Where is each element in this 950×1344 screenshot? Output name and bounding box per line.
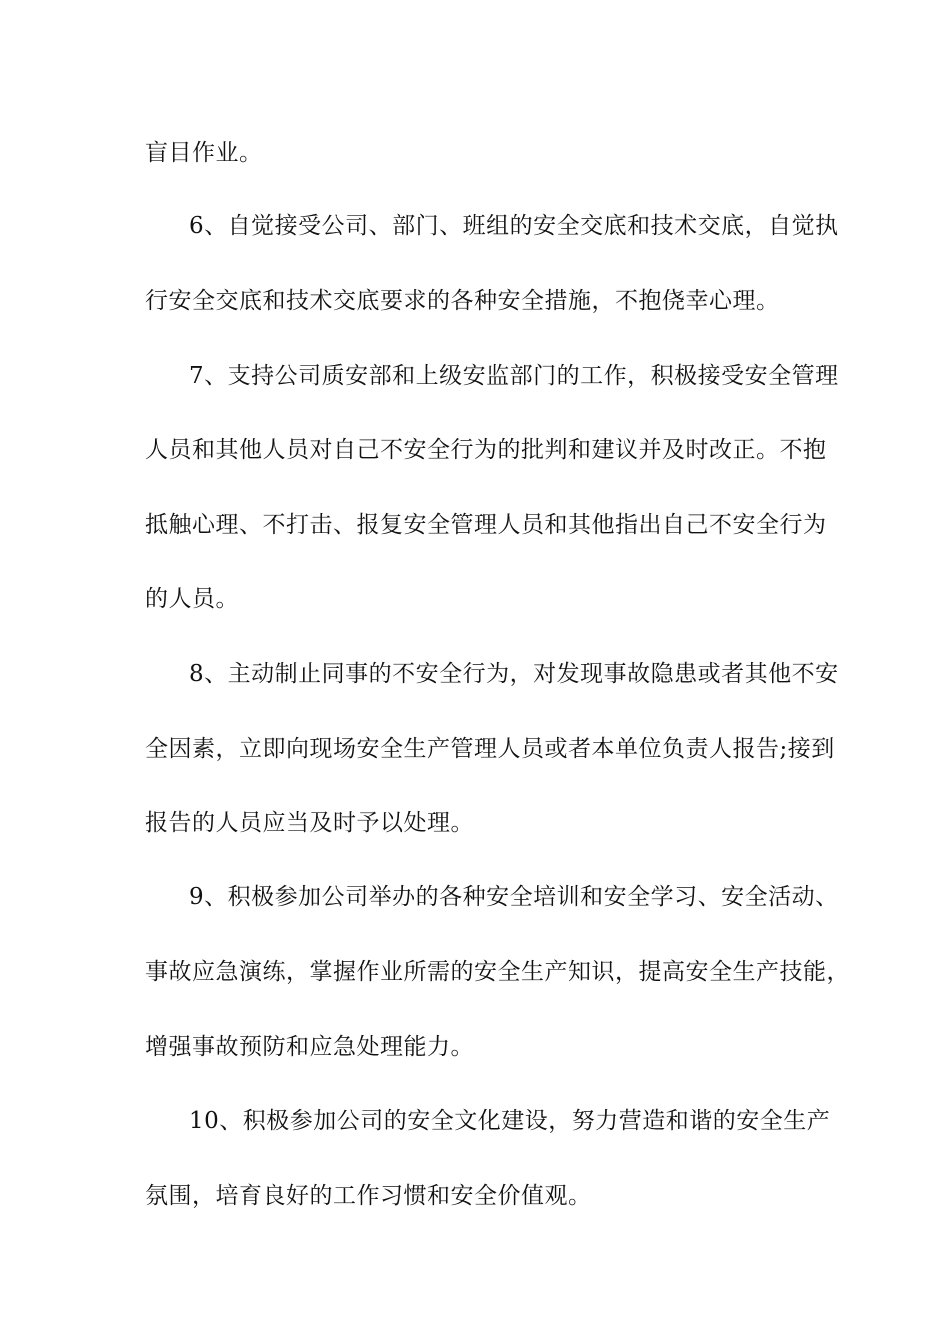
text-line: 6、自觉接受公司、部门、班组的安全交底和技术交底，自觉执 [189, 213, 839, 239]
text-line: 抵触心理、不打击、报复安全管理人员和其他指出自己不安全行为 [145, 512, 827, 538]
text-line: 全因素，立即向现场安全生产管理人员或者本单位负责人报告;接到 [145, 736, 835, 762]
text-line: 氛围，培育良好的工作习惯和安全价值观。 [145, 1183, 592, 1209]
text-line: 增强事故预防和应急处理能力。 [145, 1034, 474, 1060]
text-line: 8、主动制止同事的不安全行为，对发现事故隐患或者其他不安 [189, 661, 839, 687]
text-line: 事故应急演练，掌握作业所需的安全生产知识，提高安全生产技能， [145, 959, 850, 985]
text-line: 行安全交底和技术交底要求的各种安全措施，不抱侥幸心理。 [145, 288, 780, 314]
text-line: 10、积极参加公司的安全文化建设，努力营造和谐的安全生产 [189, 1108, 831, 1134]
text-line: 9、积极参加公司举办的各种安全培训和安全学习、安全活动、 [189, 884, 839, 910]
text-line: 的人员。 [145, 586, 239, 612]
text-line: 7、支持公司质安部和上级安监部门的工作，积极接受安全管理 [189, 363, 839, 389]
text-line: 人员和其他人员对自己不安全行为的批判和建议并及时改正。不抱 [145, 437, 827, 463]
text-line: 报告的人员应当及时予以处理。 [145, 810, 474, 836]
text-line: 盲目作业。 [145, 140, 263, 166]
